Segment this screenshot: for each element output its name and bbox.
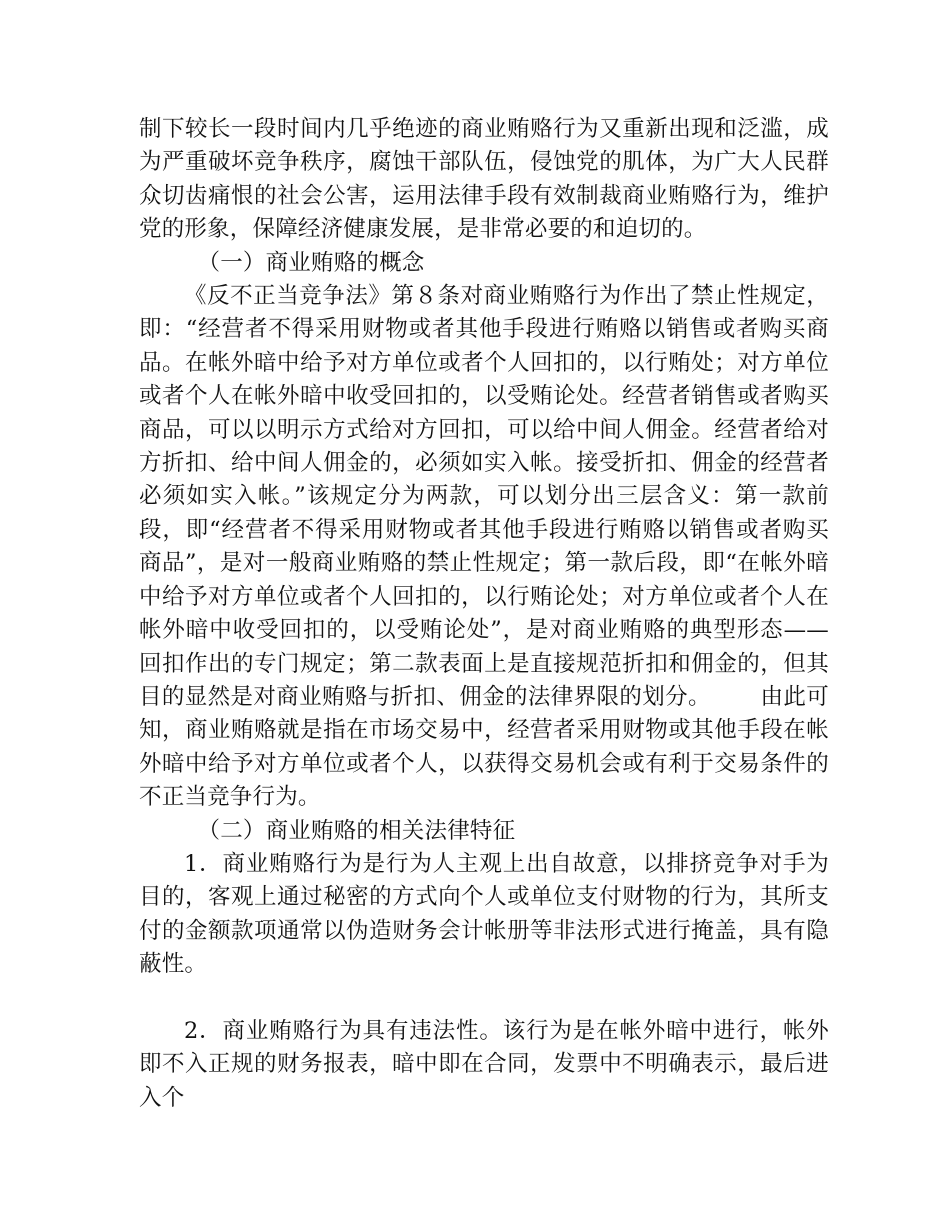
law-paragraph-text: 《反不正当竞争法》第８条对商业贿赂行为作出了禁止性规定，即：“经营者不得采用财物或者其他手段进行贿赂以销售或者购买商品。在帐外暗中给予对方单位或者个人回扣的，以行贿处；对方单位或者个人在帐外暗中收受回扣的，以受贿论处。经营者销售或者购买商品，可以以明示方式给对方回扣，可以给中间人佣金。经营者给对方折扣、给中间人佣金的，必须如实入帐。接受折扣、佣金的经营者必须如实入帐。”该规定分为两款，可以划分出三层含义：第一款前段，即“经营者不得采用财物或者其他手段进行贿赂以销售或者购买商品”，是对一般商业贿赂的禁止性规定；第一款后段，即“在帐外暗中给予对方单位或者个人回扣的，以行贿论处；对方单位或者个人在帐外暗中收受回扣的，以受贿论处”，是对商业贿赂的典型形态——回扣作出的专门规定；第二款表面上是直接规范折扣和佣金的，但其目的显然是对商业贿赂与折扣、佣金的法律界限的划分。 [139,283,829,710]
definition-text: 由此可知，商业贿赂就是指在市场交易中，经营者采用财物或其他手段在帐外暗中给予对方单位或者个人，以获得交易机会或有利于交易条件的不正当竞争行为。 [139,683,829,811]
intro-paragraph: 制下较长一段时间内几乎绝迹的商业贿赂行为又重新出现和泛滥，成为严重破坏竞争秩序，腐蚀干部队伍，侵蚀党的肌体，为广大人民群众切齿痛恨的社会公害，运用法律手段有效制裁商业贿赂行为，维护党的形象，保障经济健康发展，是非常必要的和迫切的。 [139,116,829,243]
document-body [139,113,829,1115]
law-paragraph [139,280,829,815]
feature-item-1: 1．商业贿赂行为是行为人主观上出自故意，以排挤竞争对手为目的，客观上通过秘密的方式向个人或单位支付财物的行为，其所支付的金额款项通常以伪造财务会计帐册等非法形式进行掩盖，具有隐蔽性。 [139,850,829,978]
section-heading-concept: （一）商业贿赂的概念 [197,249,425,276]
feature-item-2: 2．商业贿赂行为具有违法性。该行为是在帐外暗中进行，帐外即不入正规的财务报表，暗中即在合同，发票中不明确表示，最后进入个 [139,1017,829,1111]
section-heading-features: （二）商业贿赂的相关法律特征 [197,817,516,844]
